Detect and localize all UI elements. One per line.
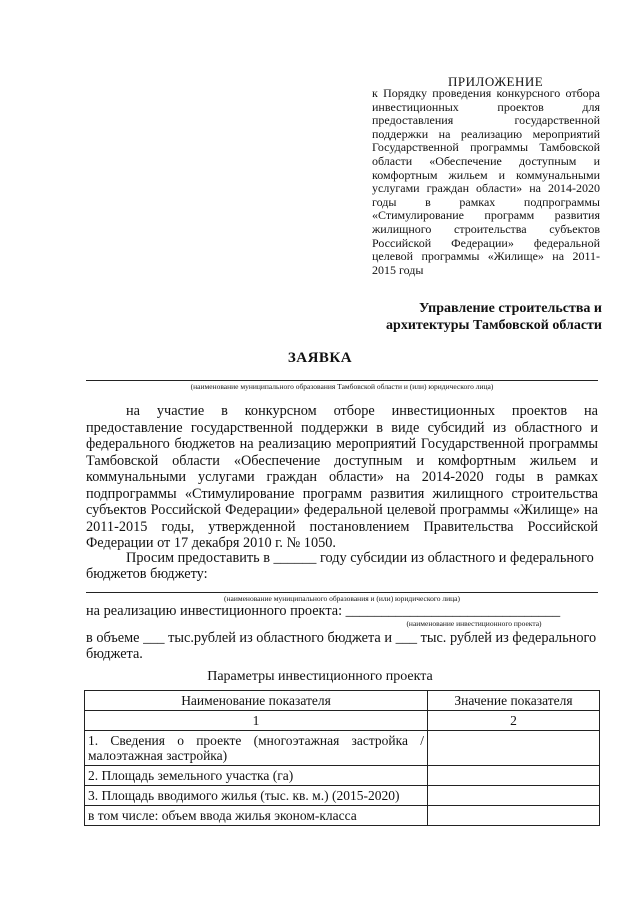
row-value	[428, 806, 600, 826]
table-row	[85, 786, 600, 806]
table-number-row	[85, 711, 600, 731]
addressee-line-1: Управление строительства и	[419, 301, 602, 316]
project-line: на реализацию инвестиционного проекта: ______________________________	[86, 603, 561, 619]
table-header-row	[85, 691, 600, 711]
request-line-2: бюджетов бюджету:	[86, 566, 208, 582]
column-number-2: 2	[428, 711, 600, 731]
document-title: ЗАЯВКА	[287, 350, 353, 366]
amount-line-1: в объеме ___ тыс.рублей из областного бюджета и ___ тыс. рублей из федерального	[86, 630, 597, 646]
appendix-text: к Порядку проведения конкурсного отбора инвестиционных проектов для предоставления государственной поддержки на реализацию мероприятий Государственной программы Тамбовской области «Обеспечение доступным и комфортным жильем и коммунальными услугами граждан области» на 2014-2020 годы в рамках подпрограммы «Стимулирование программ развития жилищного строительства субъектов Российской Федерации» федеральной целевой программы «Жилище» на 2011-2015 годы	[372, 86, 600, 277]
municipality-fill-line-2	[86, 592, 598, 593]
table-row	[85, 806, 600, 826]
header-indicator-value: Значение показателя	[428, 691, 600, 711]
row-label: 3. Площадь вводимого жилья (тыс. кв. м.) (2015-2020)	[85, 786, 428, 806]
column-number-1: 1	[85, 711, 428, 731]
paragraph-participation: на участие в конкурсном отборе инвестиционных проектов на предоставление государственной поддержки в виде субсидий из областного и федерального бюджетов на реализацию мероприятий Государственной программы Тамбовской области «Обеспечение доступным и комфортным жильем и коммунальными услугами граждан области» на 2014-2020 годы в рамках подпрограммы «Стимулирование программ развития жилищного строительства субъектов Российской Федерации» федеральной целевой программы «Жилище» на 2011-2015 годы, утвержденной постановлением Правительства Российской Федерации от 17 декабря 2010 г. № 1050.	[86, 403, 598, 551]
row-value	[428, 766, 600, 786]
addressee-line-2: архитектуры Тамбовской области	[386, 318, 602, 333]
table-row	[85, 766, 600, 786]
project-caption: (наименование инвестиционного проекта)	[406, 619, 542, 628]
municipality-fill-line-1	[86, 380, 598, 381]
row-label: 1. Сведения о проекте (многоэтажная застройка / малоэтажная застройка)	[85, 731, 428, 766]
row-value	[428, 731, 600, 766]
table-caption: Параметры инвестиционного проекта	[207, 669, 433, 684]
row-label: 2. Площадь земельного участка (га)	[85, 766, 428, 786]
table-row	[85, 731, 600, 766]
parameters-table	[84, 690, 600, 826]
header-indicator-name: Наименование показателя	[85, 691, 428, 711]
appendix-title: ПРИЛОЖЕНИЕ	[448, 74, 544, 89]
request-line-1: Просим предоставить в ______ году субсидии из областного и федерального	[126, 550, 594, 566]
municipality-caption-2: (наименование муниципального образования и (или) юридического лица)	[224, 594, 460, 603]
amount-line-2: бюджета.	[86, 646, 143, 662]
row-label: в том числе: объем ввода жилья эконом-класса	[85, 806, 428, 826]
municipality-caption-1: (наименование муниципального образования Тамбовской области и (или) юридического лица)	[190, 382, 494, 391]
addressee	[342, 300, 602, 334]
row-value	[428, 786, 600, 806]
